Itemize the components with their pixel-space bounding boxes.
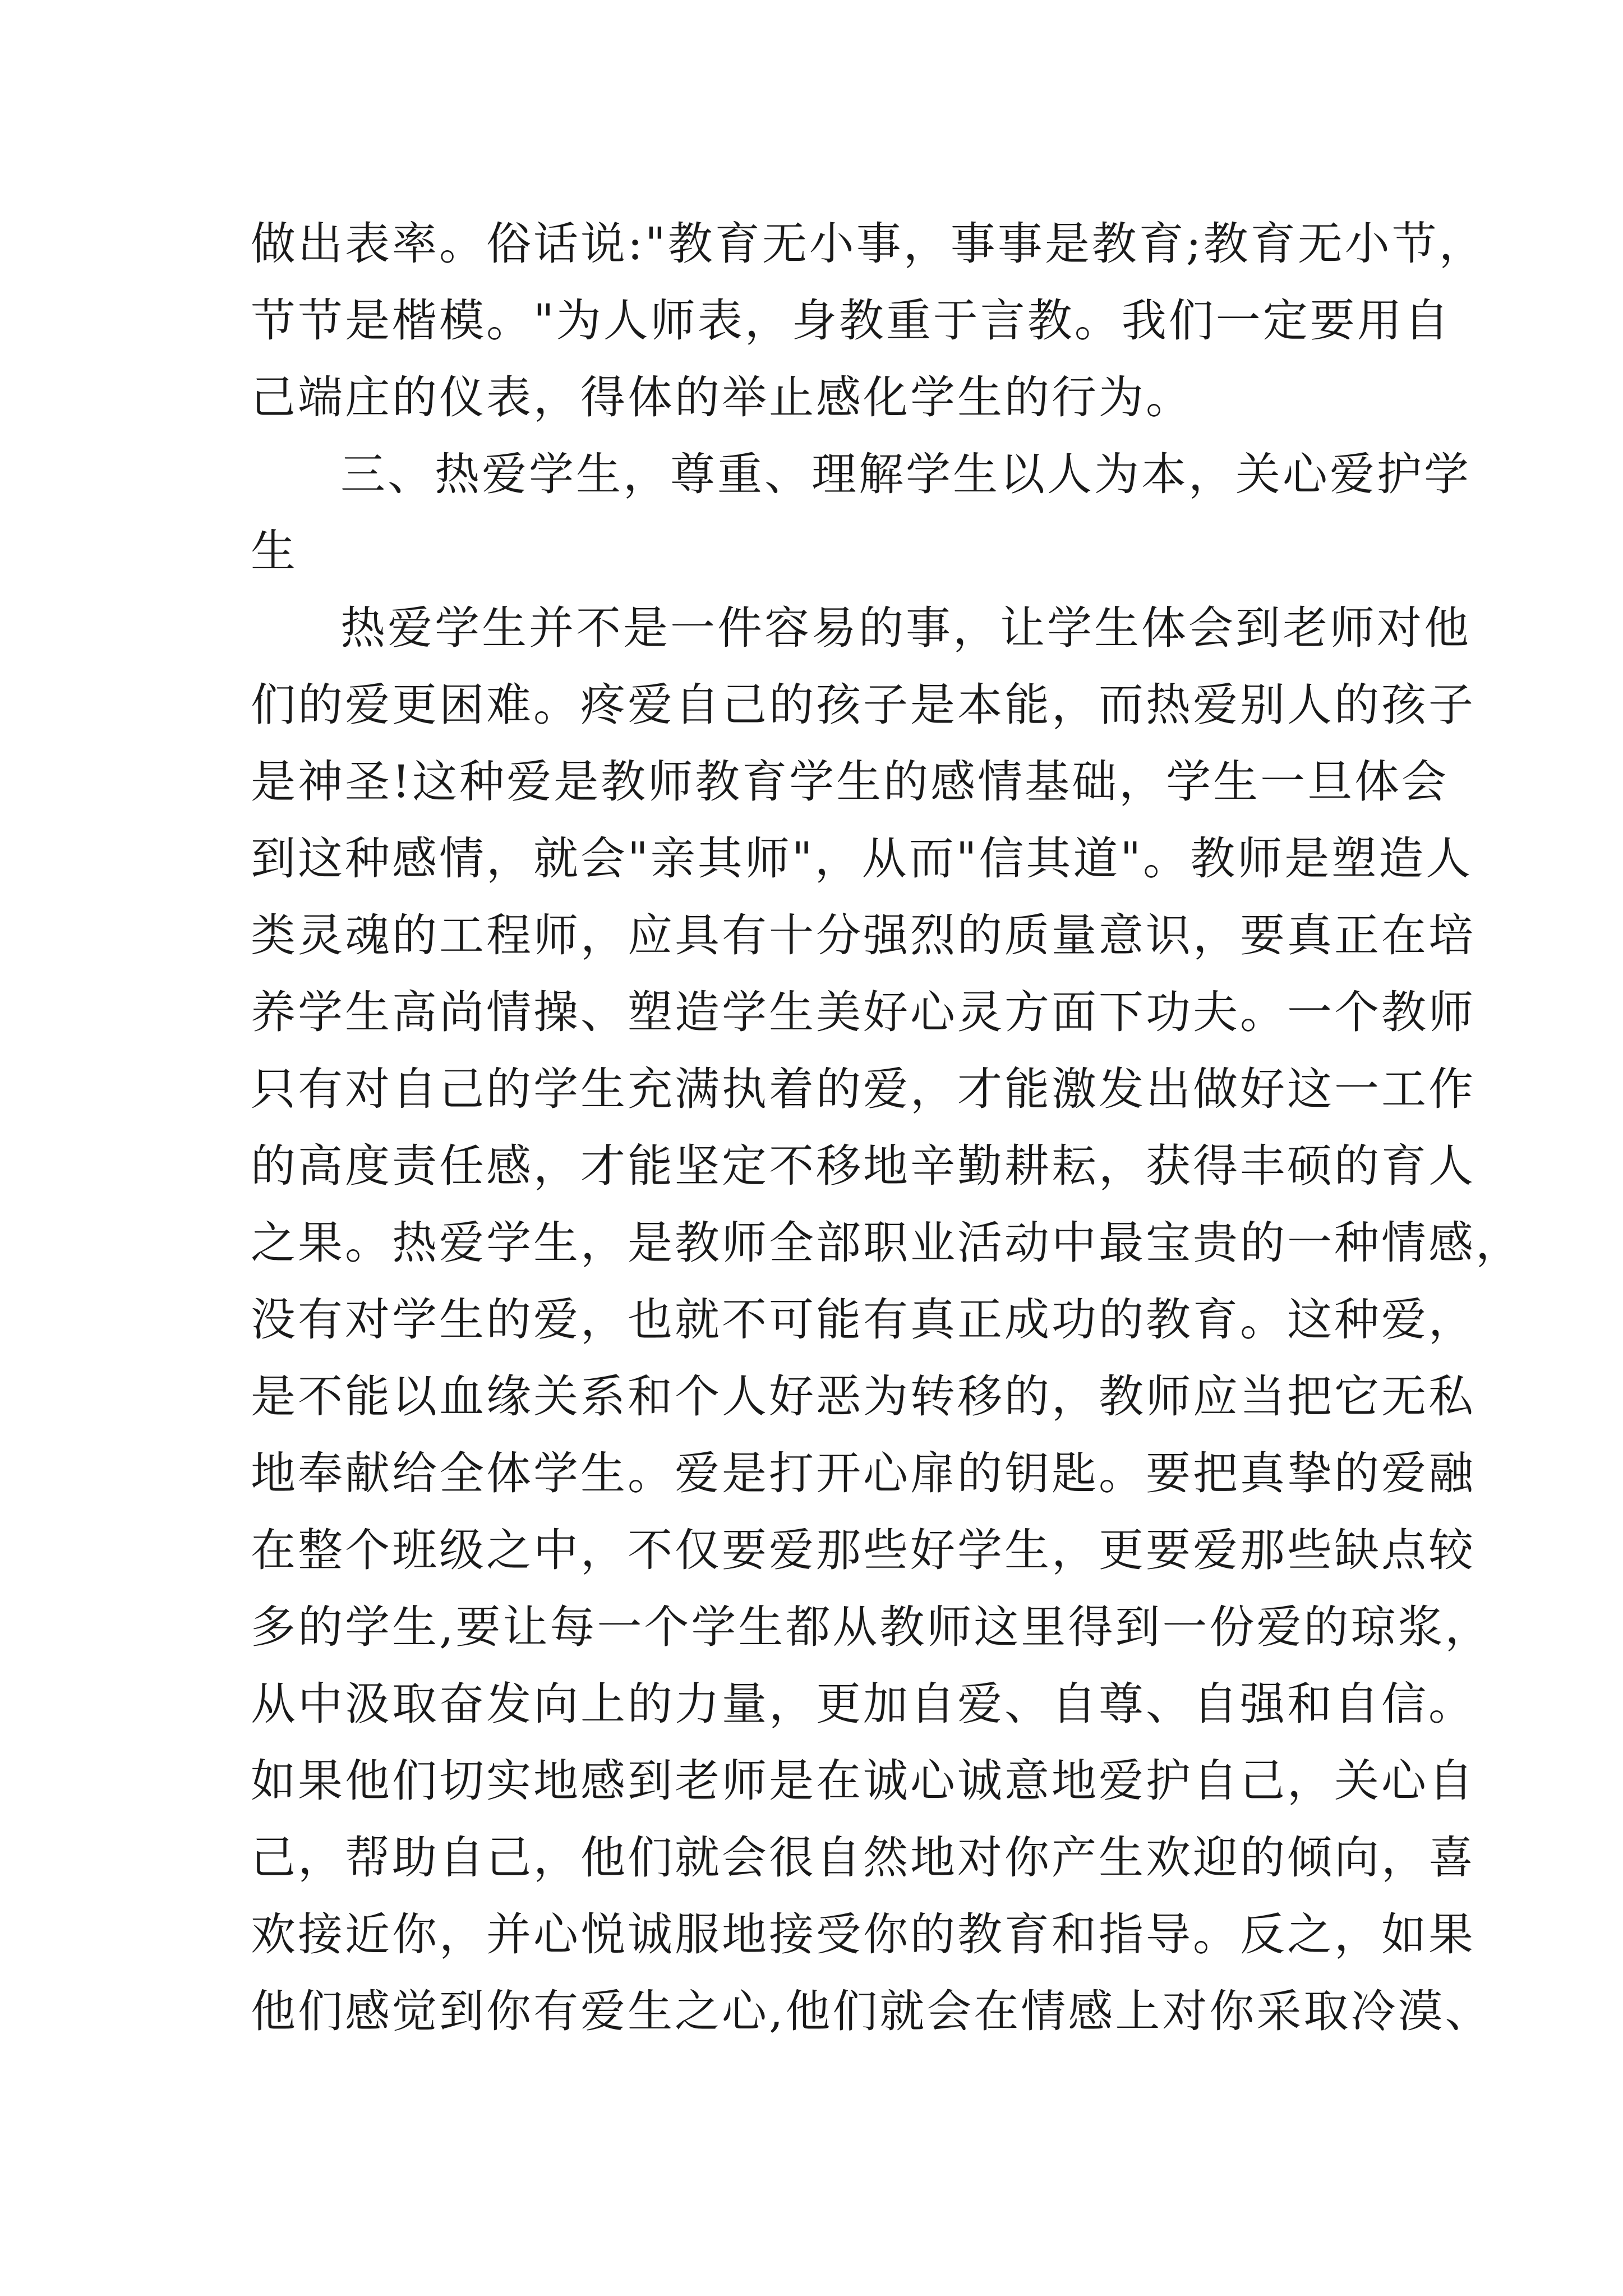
text-line: 之果。热爱学生，是教师全部职业活动中最宝贵的一种情感， <box>251 1217 1523 1269</box>
document-body <box>251 205 1523 2050</box>
text-line: 己，帮助自己，他们就会很自然地对你产生欢迎的倾向，喜 <box>251 1832 1476 1884</box>
text-line: 欢接近你，并心悦诚服地接受你的教育和指导。反之，如果 <box>251 1908 1476 1961</box>
text-line: 是神圣!这种爱是教师教育学生的感情基础，学生一旦体会 <box>251 756 1449 808</box>
text-line: 的高度责任感，才能坚定不移地辛勤耕耘，获得丰硕的育人 <box>251 1140 1476 1192</box>
text-line: 他们感觉到你有爱生之心,他们就会在情感上对你采取冷漠、 <box>251 1985 1492 2037</box>
text-line: 节节是楷模。"为人师表，身教重于言教。我们一定要用自 <box>251 295 1451 347</box>
paragraph <box>251 205 1486 436</box>
paragraph <box>251 590 1523 2050</box>
text-line: 三、热爱学生，尊重、理解学生以人为本，关心爱护学 <box>340 448 1471 500</box>
section-heading <box>251 436 1471 590</box>
text-line: 养学生高尚情操、塑造学生美好心灵方面下功夫。一个教师 <box>251 986 1476 1038</box>
text-line: 热爱学生并不是一件容易的事，让学生体会到老师对他 <box>340 602 1471 654</box>
text-line: 如果他们切实地感到老师是在诚心诚意地爱护自己，关心自 <box>251 1755 1476 1807</box>
text-line: 没有对学生的爱，也就不可能有真正成功的教育。这种爱， <box>251 1294 1476 1346</box>
text-line: 到这种感情，就会"亲其师"，从而"信其道"。教师是塑造人 <box>251 832 1473 885</box>
text-line: 生 <box>251 525 298 577</box>
text-line: 地奉献给全体学生。爱是打开心扉的钥匙。要把真挚的爱融 <box>251 1447 1476 1499</box>
text-line: 在整个班级之中，不仅要爱那些好学生，更要爱那些缺点较 <box>251 1524 1476 1576</box>
text-line: 从中汲取奋发向上的力量，更加自爱、自尊、自强和自信。 <box>251 1678 1476 1730</box>
text-line: 做出表率。俗话说:"教育无小事，事事是教育;教育无小节， <box>251 218 1486 270</box>
text-line: 己端庄的仪表，得体的举止感化学生的行为。 <box>251 371 1193 424</box>
text-line: 多的学生,要让每一个学生都从教师这里得到一份爱的琼浆， <box>251 1601 1492 1653</box>
text-line: 类灵魂的工程师，应具有十分强烈的质量意识，要真正在培 <box>251 909 1476 961</box>
text-line: 是不能以血缘关系和个人好恶为转移的，教师应当把它无私 <box>251 1370 1476 1423</box>
text-line: 们的爱更困难。疼爱自己的孩子是本能，而热爱别人的孩子 <box>251 679 1476 731</box>
text-line: 只有对自己的学生充满执着的爱，才能激发出做好这一工作 <box>251 1063 1476 1115</box>
